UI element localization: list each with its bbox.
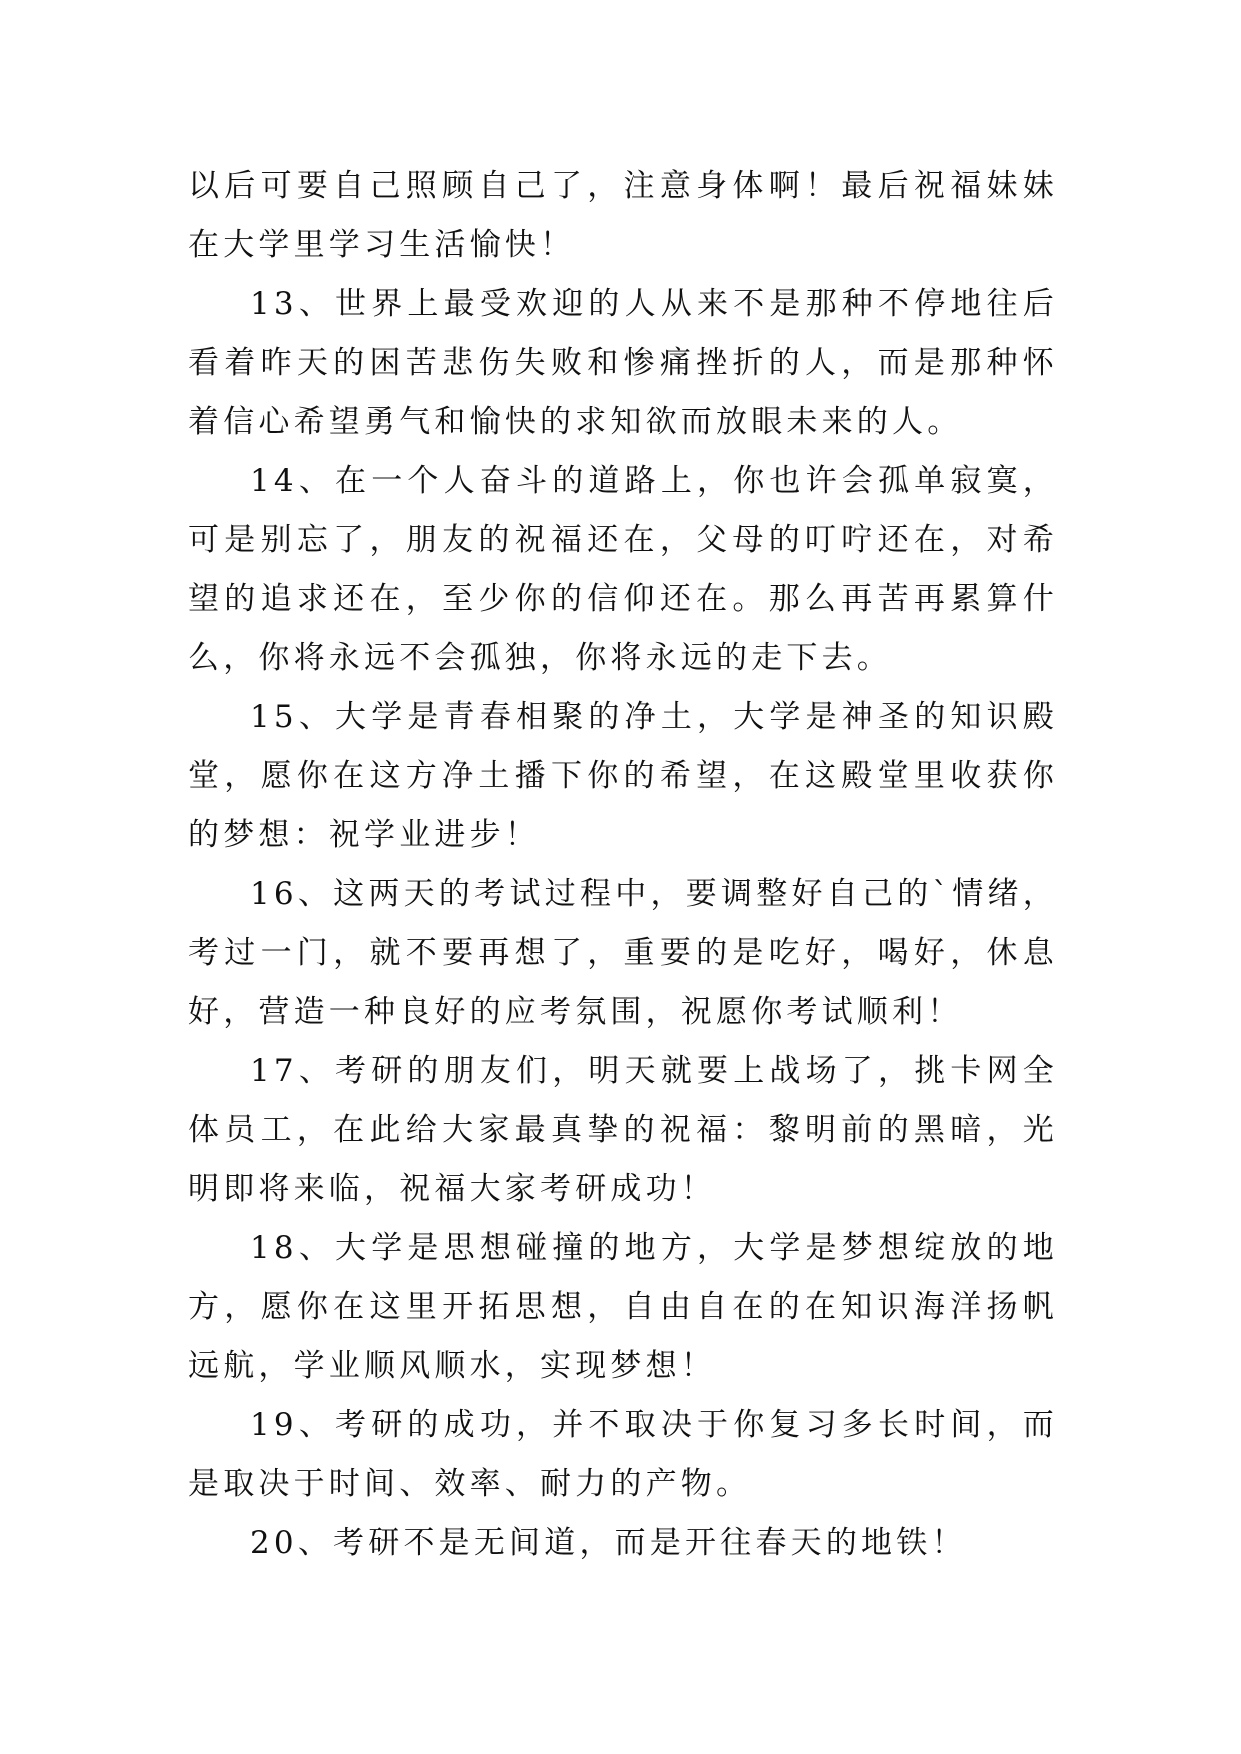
paragraph-13: 13、世界上最受欢迎的人从来不是那种不停地往后看着昨天的困苦悲伤失败和惨痛挫折的人，而是那种怀着信心希望勇气和愉快的求知欲而放眼未来的人。 [188,286,1058,440]
paragraph-16: 16、这两天的考试过程中，要调整好自己的`情绪，考过一门，就不要再想了，重要的是吃好，喝好，休息好，营造一种良好的应考氛围，祝愿你考试顺利！ [188,876,1058,1030]
paragraph-17: 17、考研的朋友们，明天就要上战场了，挑卡网全体员工，在此给大家最真挚的祝福：黎明前的黑暗，光明即将来临，祝福大家考研成功！ [188,1053,1058,1207]
paragraph-continued: 以后可要自己照顾自己了，注意身体啊！最后祝福妹妹在大学里学习生活愉快！ [188,168,1058,263]
paragraph-20: 20、考研不是无间道，而是开往春天的地铁！ [250,1525,967,1561]
paragraph-19: 19、考研的成功，并不取决于你复习多长时间，而是取决于时间、效率、耐力的产物。 [188,1407,1058,1502]
document-body [188,157,1058,1573]
paragraph-15: 15、大学是青春相聚的净土，大学是神圣的知识殿堂，愿你在这方净土播下你的希望，在这殿堂里收获你的梦想：祝学业进步！ [188,699,1058,853]
paragraph-14: 14、在一个人奋斗的道路上，你也许会孤单寂寞，可是别忘了，朋友的祝福还在，父母的叮咛还在，对希望的追求还在，至少你的信仰还在。那么再苦再累算什么，你将永远不会孤独，你将永远的走下去。 [188,463,1058,676]
paragraph-18: 18、大学是思想碰撞的地方，大学是梦想绽放的地方，愿你在这里开拓思想，自由自在的在知识海洋扬帆远航，学业顺风顺水，实现梦想！ [188,1230,1058,1384]
